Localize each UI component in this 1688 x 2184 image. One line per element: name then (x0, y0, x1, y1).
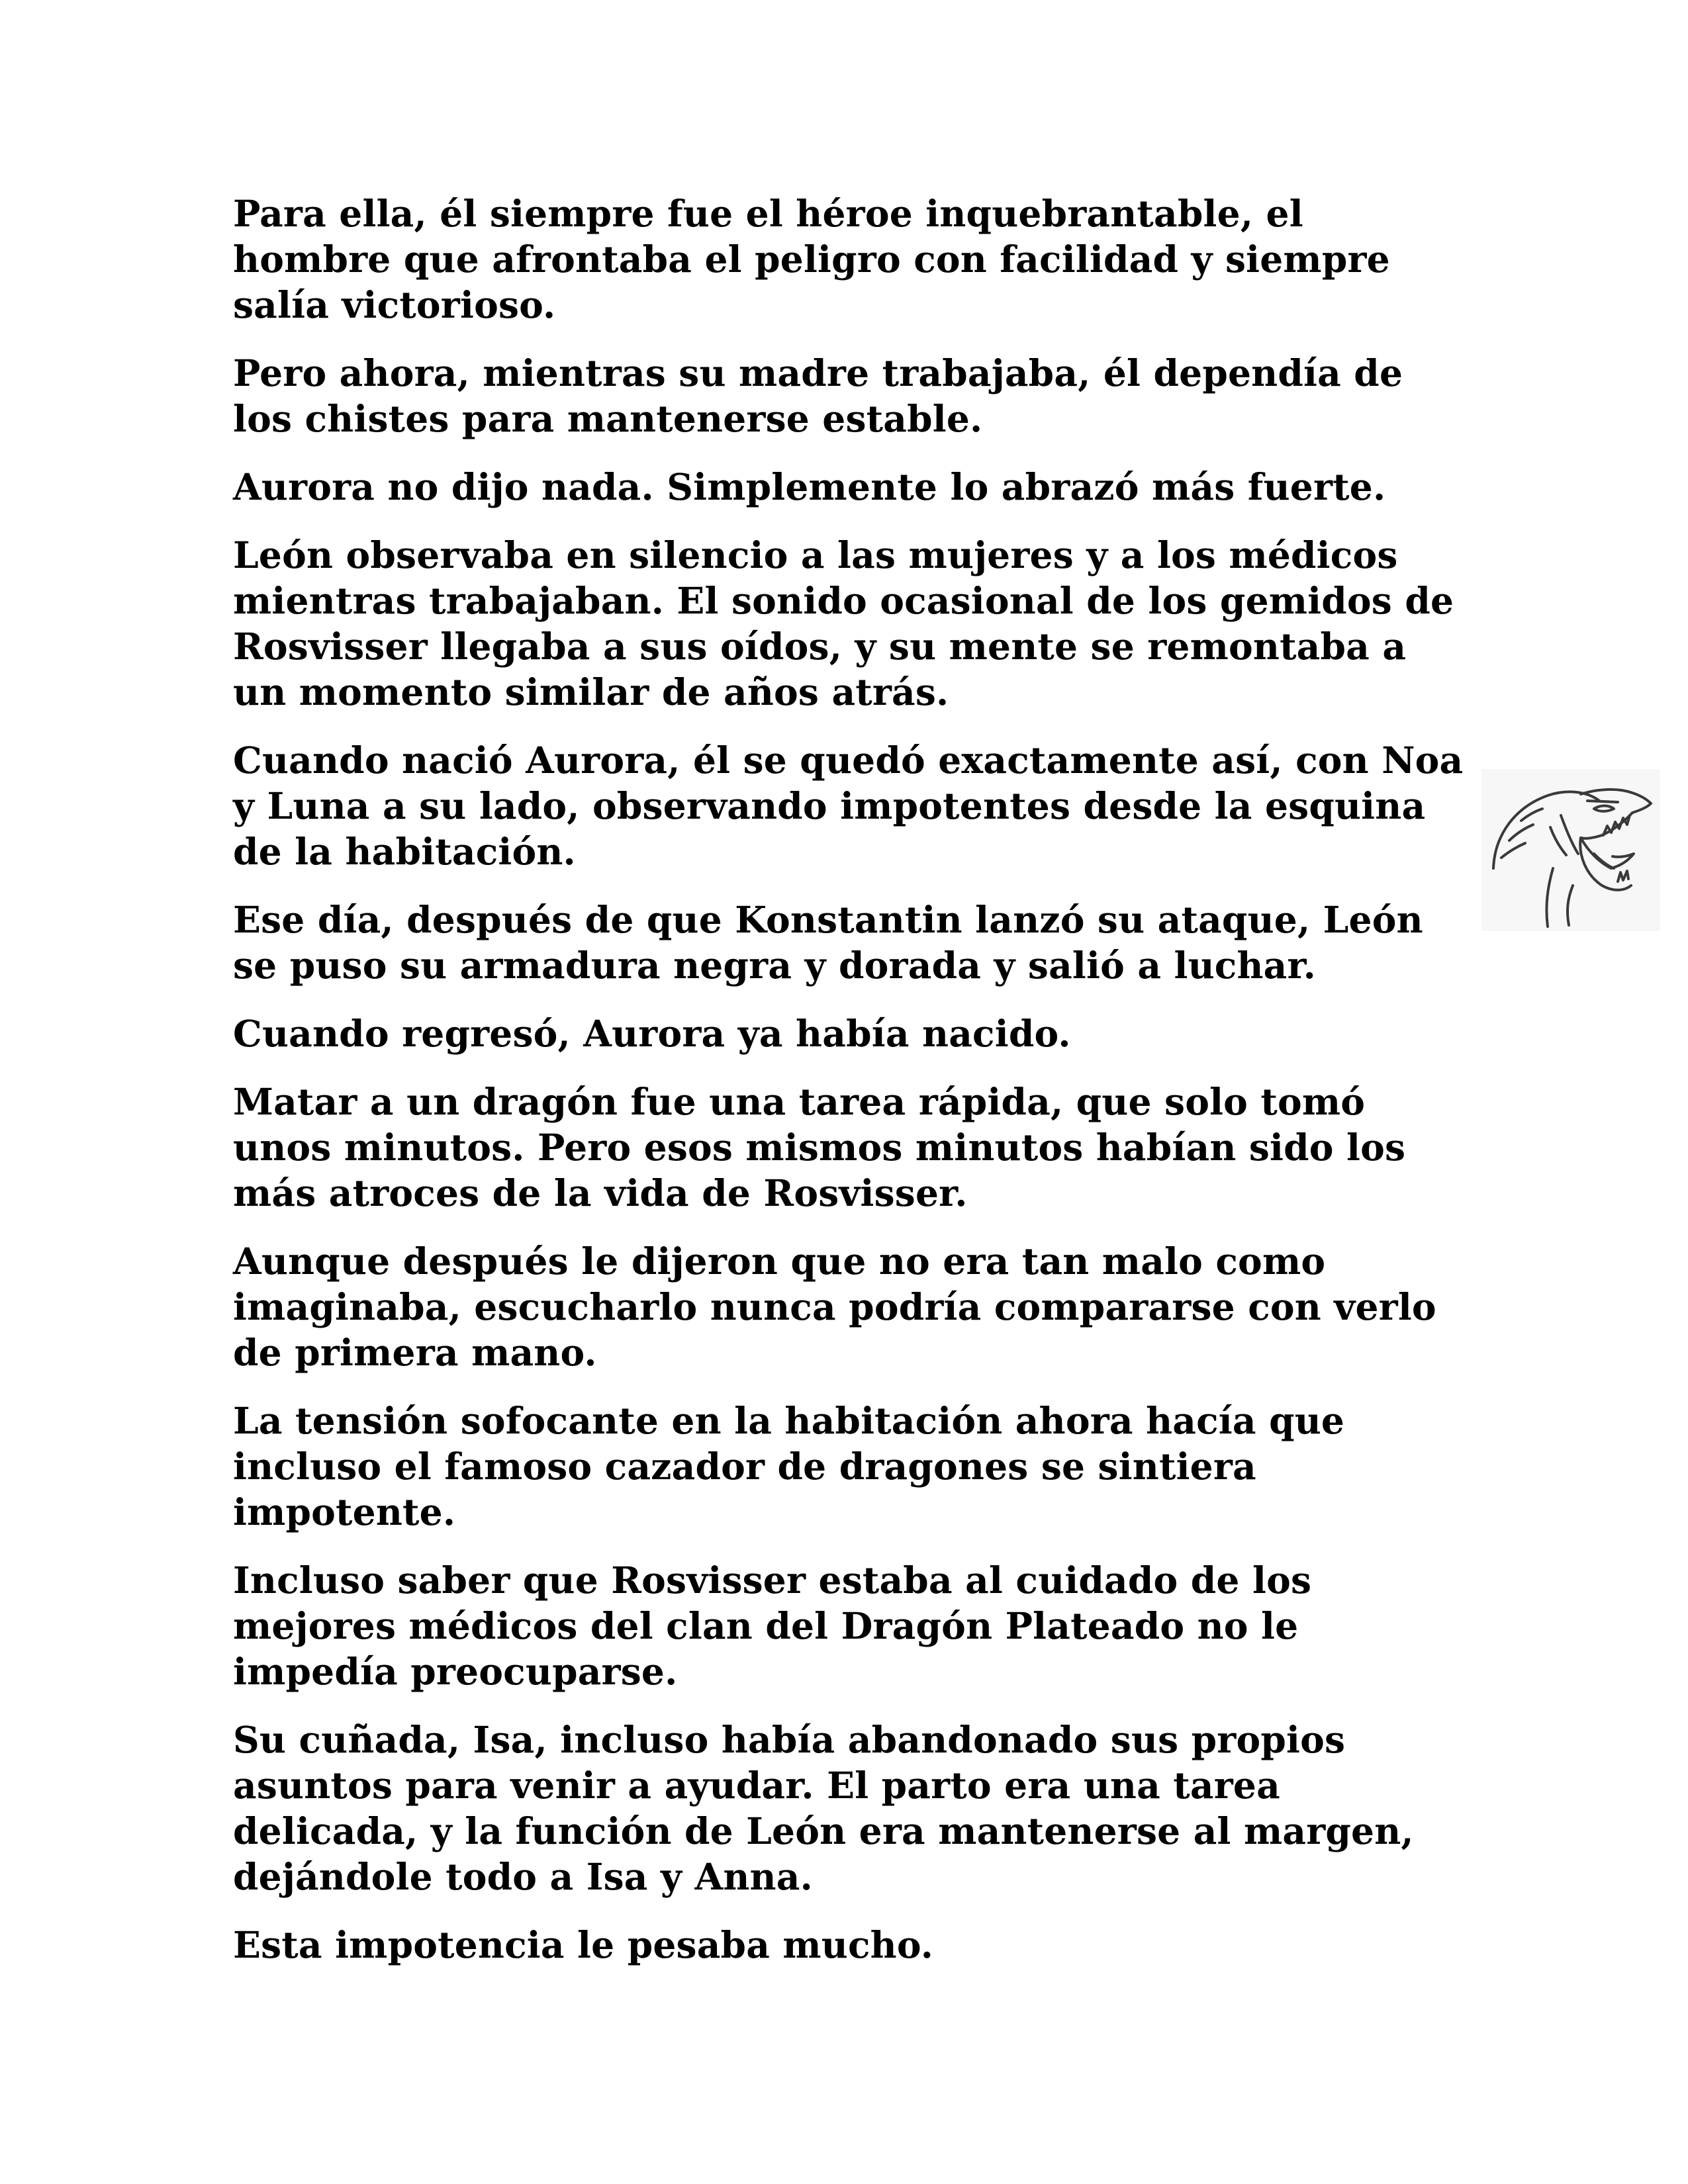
dragon-head-icon (1481, 769, 1660, 931)
paragraph: Su cuñada, Isa, incluso había abandonado sus propios asuntos para venir a ayudar. El parto era una tarea delicada, y la función de León era mantenerse al margen, dejándole todo a Isa y Anna. (233, 1718, 1414, 1898)
paragraph: Incluso saber que Rosvisser estaba al cuidado de los mejores médicos del clan del Dragón Plateado no le impedía preocuparse. (233, 1559, 1312, 1693)
paragraph: Aunque después le dijeron que no era tan malo como imaginaba, escucharlo nunca podría compararse con verlo de primera mano. (233, 1240, 1436, 1374)
paragraph: Matar a un dragón fue una tarea rápida, que solo tomó unos minutos. Pero esos mismos minutos habían sido los más atroces de la vida de Rosvisser. (233, 1080, 1406, 1214)
paragraph: León observaba en silencio a las mujeres y a los médicos mientras trabajaban. El sonido ocasional de los gemidos de Rosvisser llegaba a sus oídos, y su mente se remontaba a un momento similar de años atrás. (233, 533, 1454, 713)
body-text (233, 191, 1464, 1990)
paragraph: Cuando regresó, Aurora ya había nacido. (233, 1012, 1071, 1055)
paragraph: Cuando nació Aurora, él se quedó exactamente así, con Noa y Luna a su lado, observando impotentes desde la esquina de la habitación. (233, 739, 1464, 873)
paragraph: Para ella, él siempre fue el héroe inquebrantable, el hombre que afrontaba el peligro con facilidad y siempre salía victorioso. (233, 192, 1390, 326)
paragraph: La tensión sofocante en la habitación ahora hacía que incluso el famoso cazador de dragones se sintiera impotente. (233, 1399, 1345, 1533)
paragraph: Ese día, después de que Konstantin lanzó su ataque, León se puso su armadura negra y dorada y salió a luchar. (233, 898, 1423, 987)
paragraph: Aurora no dijo nada. Simplemente lo abrazó más fuerte. (233, 465, 1386, 508)
paragraph: Pero ahora, mientras su madre trabajaba, él dependía de los chistes para mantenerse estable. (233, 351, 1403, 440)
paragraph: Esta impotencia le pesaba mucho. (233, 1923, 934, 1966)
